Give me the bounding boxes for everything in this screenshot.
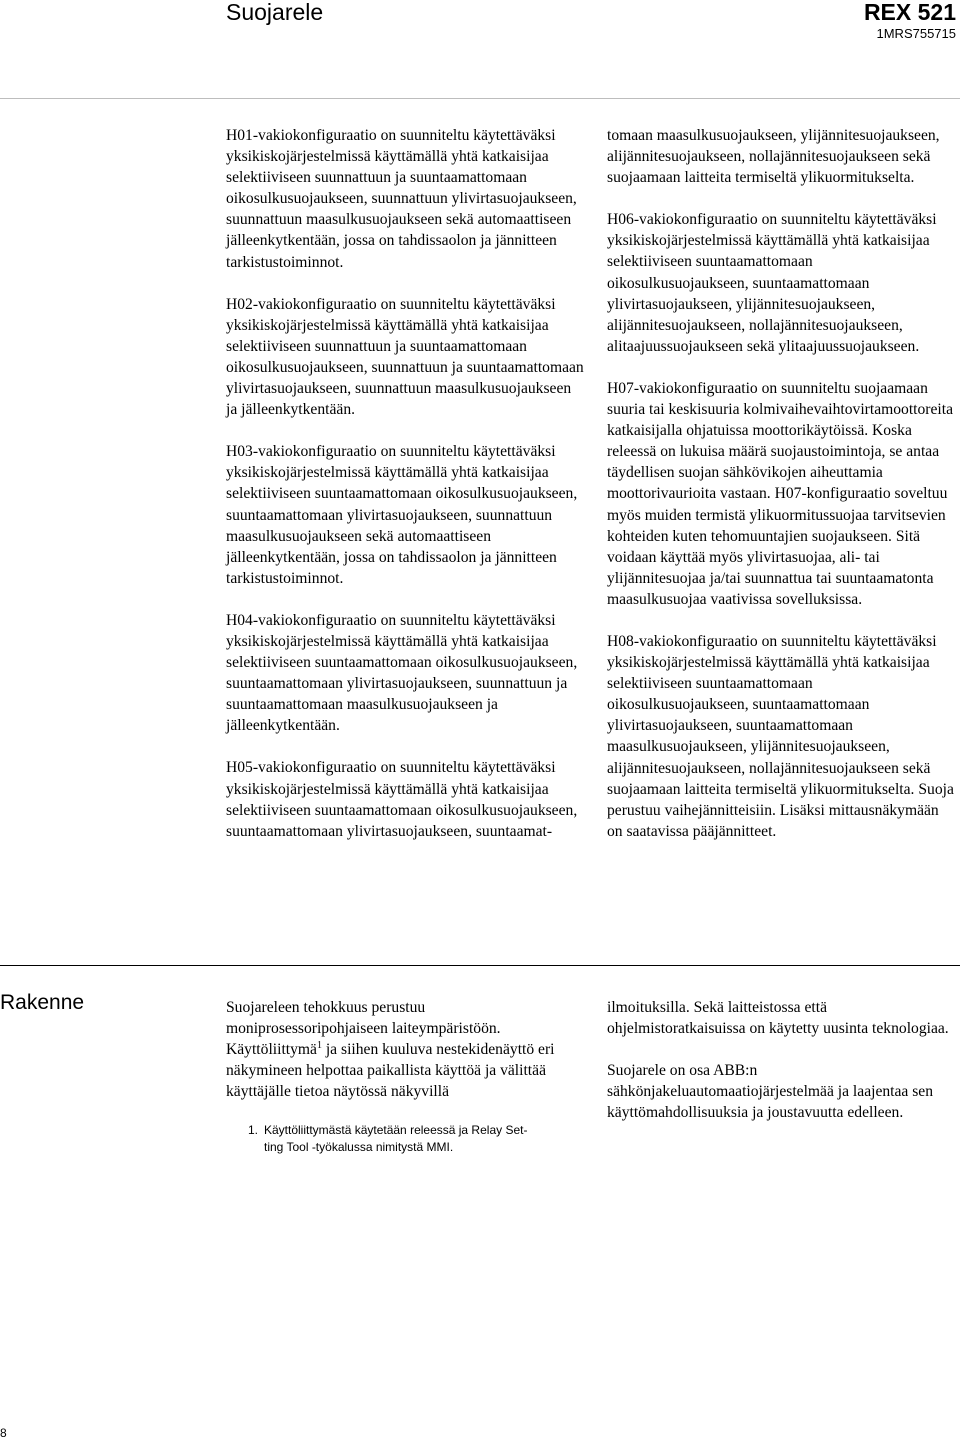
- header-divider: [0, 98, 960, 99]
- rakenne-paragraph-abb: Suojarele on osa ABB:n sähkönjakeluautomaatiojärjestelmää ja laajentaa sen käyttömahdollisuuksia ja joustavuutta edelleen.: [607, 1062, 934, 1122]
- rakenne-text-start: Suojareleen tehokkuus perustuu moniprosessoripohjaiseen laiteympäristöön. Käyttöliittymä: [226, 999, 501, 1059]
- rakenne-paragraph: [226, 997, 571, 1102]
- page-number: 8: [0, 1426, 7, 1440]
- rakenne-left-column: [226, 997, 571, 1123]
- left-column: [226, 125, 586, 863]
- section-title-rakenne: Rakenne: [0, 991, 85, 1014]
- right-column: [607, 125, 957, 863]
- footnote-line-2: ting Tool -työkalussa nimitystä MMI.: [264, 1140, 454, 1154]
- footnote-marker: 1: [316, 1040, 322, 1051]
- header-doc-code: 1MRS755715: [876, 26, 956, 41]
- paragraph-h06: H06-vakiokonfiguraatio on suunniteltu käytettäväksi yksikiskojärjestelmissä käyttämällä yhtä katkaisijaa selektiiviseen suuntaamattomaan oikosulkusuojaukseen, suuntaamattomaan ylivirtasuojaukseen, ylijännitesuojaukseen, alijännitesuojaukseen, nollajännitesuojaukseen, alitaajuussuojaukseen sekä ylitaajuussuojaukseen.: [607, 211, 937, 355]
- footnote-number: 1.: [248, 1123, 259, 1137]
- rakenne-right-column: [607, 997, 957, 1144]
- paragraph-h05-continued: tomaan maasulkusuojaukseen, ylijännitesuojaukseen, alijännitesuojaukseen, nollajännitesuojaukseen sekä suojaamaan laitteita termiseltä ylikuormitukselta.: [607, 127, 940, 187]
- paragraph-h05: H05-vakiokonfiguraatio on suunniteltu käytettäväksi yksikiskojärjestelmissä käyttämällä yhtä katkaisijaa selektiiviseen suuntaamattomaan oikosulkusuojaukseen, suuntaamattomaan ylivirtasuojaukseen, suuntaamat-: [226, 759, 578, 840]
- section-divider: [0, 965, 960, 966]
- rakenne-paragraph-continued: ilmoituksilla. Sekä laitteistossa että ohjelmistoratkaisuissa on käytetty uusinta teknologiaa.: [607, 999, 949, 1038]
- paragraph-h07: H07-vakiokonfiguraatio on suunniteltu suojaamaan suuria tai keskisuuria kolmivaihevaihtovirtamoottoreita katkaisijalla ohjatuissa moottorikäytöissä. Koska releessä on lukuisa määrä suojaustoimintoja, se antaa täydellisen suojan sähkövikojen aiheuttamia moottorivaurioita vastaan. H07-konfiguraatio soveltuu myös muiden termistä ylikuormitussuojaa tarvitsevien kohteiden kuten tehomuuntajien suojaukseen. Sitä voidaan käyttää myös ylivirtasuojaa, ali- tai ylijännitesuojaa ja/tai suunnattua tai suuntaamatonta maasulkusuojaa vaativissa sovelluksissa.: [607, 379, 954, 608]
- paragraph-h04: H04-vakiokonfiguraatio on suunniteltu käytettäväksi yksikiskojärjestelmissä käyttämällä yhtä katkaisijaa selektiiviseen suuntaamattomaan oikosulkusuojaukseen, suuntaamattomaan ylivirtasuojaukseen, suunnattuun ja suuntaamattomaan maasulkusuojaukseen ja jälleenkytkentään.: [226, 611, 578, 735]
- paragraph-h02: H02-vakiokonfiguraatio on suunniteltu käytettäväksi yksikiskojärjestelmissä käyttämällä yhtä katkaisijaa selektiiviseen suunnattuun ja suuntaamattomaan oikosulkusuojaukseen, suunnattuun ja suuntaamattomaan ylivirtasuojaukseen, suunnattuun maasulkusuojaukseen ja jälleenkytkentään.: [226, 295, 584, 419]
- footnote-line-1: [248, 1122, 568, 1139]
- paragraph-h03: H03-vakiokonfiguraatio on suunniteltu käytettäväksi yksikiskojärjestelmissä käyttämällä yhtä katkaisijaa selektiiviseen suuntaamattomaan oikosulkusuojaukseen, suuntaamattomaan ylivirtasuojaukseen, suunnattuun maasulkusuojaukseen sekä automaattiseen jälleenkytkentään, jossa on tahdissaolon ja jännitteen tarkistustoiminnot.: [226, 443, 578, 587]
- header-title: Suojarele: [226, 0, 324, 25]
- paragraph-h01: H01-vakiokonfiguraatio on suunniteltu käytettäväksi yksikiskojärjestelmissä käyttämällä yhtä katkaisijaa selektiiviseen suunnattuun ja suuntaamattomaan oikosulkusuojaukseen, suunnattuun ylivirtasuojaukseen, suunnattuun maasulkusuojaukseen sekä automaattiseen jälleenkytkentään, jossa on tahdissaolon ja jännitteen tarkistustoiminnot.: [226, 127, 577, 271]
- footnote-text-1: Käyttöliittymästä käytetään releessä ja Relay Set-: [264, 1123, 528, 1137]
- header-product: REX 521: [863, 0, 956, 25]
- footnote: [248, 1122, 568, 1156]
- rakenne-text-end: ja siihen kuuluva nestekidenäyttö eri näkymineen helpottaa paikallista käyttöä ja välittää käyttäjälle tietoa näytössä näkyvillä: [226, 1041, 555, 1101]
- paragraph-h08: H08-vakiokonfiguraatio on suunniteltu käytettäväksi yksikiskojärjestelmissä käyttämällä yhtä katkaisijaa selektiiviseen suuntaamattomaan oikosulkusuojaukseen, suuntaamattomaan ylivirtasuojaukseen, suuntaamattomaan maasulkusuojaukseen, ylijännitesuojaukseen, alijännitesuojaukseen, nollajännitesuojaukseen sekä suojaamaan laitteita termiseltä ylikuormitukselta. Suoja perustuu vaihejännitteisiin. Lisäksi mittausnäkymään on saatavissa pääjännitteet.: [607, 632, 954, 840]
